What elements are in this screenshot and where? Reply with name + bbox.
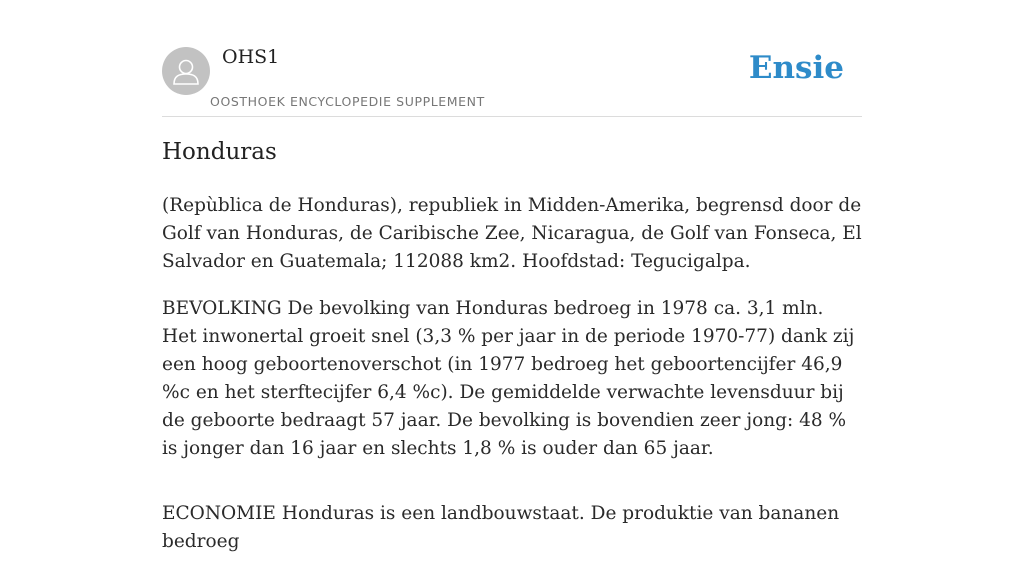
ensie-logo[interactable]: Ensie <box>748 50 844 86</box>
author-name[interactable]: OHS1 <box>222 46 280 68</box>
source-label[interactable]: OOSTHOEK ENCYCLOPEDIE SUPPLEMENT <box>210 94 485 109</box>
article-paragraph: BEVOLKING De bevolking van Honduras bedroeg in 1978 ca. 3,1 mln. Het inwonertal groeit snel (3,3 % per jaar in de periode 1970-77) dank zij een hoog geboortenoverschot (in 1977 bedroeg het geboortencijfer 46,9 %c en het sterftecijfer 6,4 %c). De gemiddelde verwachte levensduur bij de geboorte bedraagt 57 jaar. De bevolking is bovendien zeer jong: 48 % is jonger dan 16 jaar en slechts 1,8 % is ouder dan 65 jaar. <box>162 298 855 459</box>
header <box>162 0 862 117</box>
article-body <box>162 192 862 575</box>
user-avatar-icon[interactable] <box>162 47 210 95</box>
article-paragraph: ECONOMIE Honduras is een landbouwstaat. De produktie van bananen bedroeg <box>162 503 840 552</box>
article-paragraph: (Repùblica de Honduras), republiek in Midden-Amerika, begrensd door de Golf van Honduras, de Caribische Zee, Nicaragua, de Golf van Fonseca, El Salvador en Guatemala; 112088 km2. Hoofdstad: Tegucigalpa. <box>162 195 862 272</box>
article-title: Honduras <box>162 139 277 165</box>
page <box>162 0 862 552</box>
